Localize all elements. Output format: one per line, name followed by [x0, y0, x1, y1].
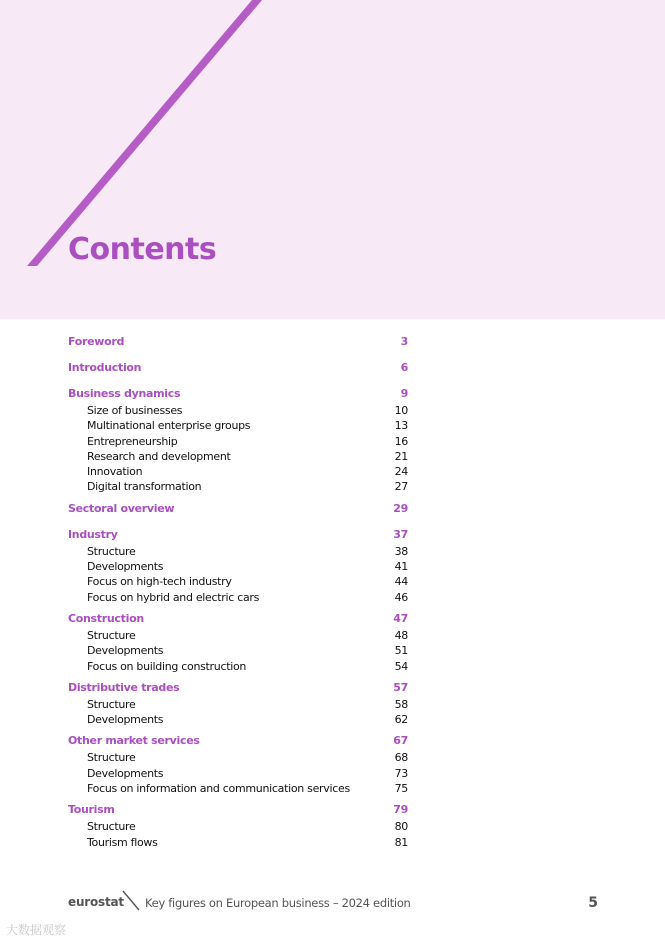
toc-subsection-page: 24 [394, 465, 408, 479]
toc-section-entry[interactable] [68, 526, 408, 544]
toc-section-page: 6 [400, 361, 408, 374]
toc-section [68, 359, 408, 377]
toc-subsection-entry[interactable] [68, 590, 408, 605]
toc-section-page: 9 [400, 387, 408, 400]
toc-section [68, 333, 408, 351]
toc-subsection-page: 10 [394, 404, 408, 417]
toc-subsection-title: Size of businesses [87, 404, 183, 417]
header-band [0, 0, 665, 319]
toc-subsection-entry[interactable] [68, 479, 408, 494]
toc-subsection-entry[interactable] [68, 449, 408, 464]
toc-subsection-page: 68 [394, 751, 408, 765]
toc-subsection-entry[interactable] [68, 697, 408, 712]
toc-section-page: 3 [400, 335, 408, 348]
toc-subsection-title: Structure [87, 820, 136, 834]
toc-subsection-page: 80 [394, 820, 408, 834]
toc-subsection-title: Structure [87, 751, 136, 765]
toc-section-title: Distributive trades [68, 680, 180, 694]
page-footer [68, 890, 598, 916]
toc-section [68, 610, 408, 674]
toc-subsection-entry[interactable] [68, 781, 408, 796]
toc-subsection-entry[interactable] [68, 750, 408, 765]
toc-subsection-title: Innovation [87, 465, 143, 479]
toc-section-page: 67 [393, 734, 408, 748]
toc-subsection-title: Research and development [87, 449, 231, 463]
toc-subsection-title: Focus on hybrid and electric cars [87, 590, 260, 604]
toc-subsection-page: 16 [394, 434, 408, 448]
page-title: Contents [68, 232, 217, 267]
toc-section [68, 526, 408, 605]
toc-section-entry[interactable] [68, 801, 408, 819]
toc-subsection-title: Developments [87, 644, 164, 658]
toc-section [68, 801, 408, 850]
toc-section-page: 37 [393, 527, 408, 541]
toc-section-entry[interactable] [68, 385, 408, 403]
toc-subsection-entry[interactable] [68, 418, 408, 433]
toc-subsection-page: 21 [394, 449, 408, 463]
toc-subsection-entry[interactable] [68, 835, 408, 850]
toc-subsection-entry[interactable] [68, 628, 408, 643]
toc-subsection-page: 58 [394, 697, 408, 711]
eurostat-logo: eurostat [68, 895, 124, 909]
toc-section-entry[interactable] [68, 679, 408, 697]
toc-subsection-title: Developments [87, 766, 164, 780]
toc-subsection-title: Digital transformation [87, 480, 202, 494]
toc-subsection-page: 38 [394, 544, 408, 558]
toc-subsection-page: 81 [394, 835, 408, 849]
toc-subsection-page: 46 [394, 590, 408, 604]
toc-subsection-entry[interactable] [68, 559, 408, 574]
toc-subsection-title: Developments [87, 560, 164, 574]
toc-section [68, 679, 408, 728]
toc-subsection-page: 27 [394, 480, 408, 494]
toc-subsection-page: 62 [394, 713, 408, 727]
toc-section-title: Sectoral overview [68, 501, 175, 515]
toc-subsection-entry[interactable] [68, 464, 408, 479]
toc-section-page: 57 [393, 680, 408, 694]
toc-subsection-title: Tourism flows [87, 835, 158, 849]
toc-section-entry[interactable] [68, 500, 408, 518]
watermark-text: 大数据观察 [6, 923, 67, 937]
toc-section [68, 732, 408, 796]
toc-section-title: Foreword [68, 335, 125, 348]
toc-subsection-page: 54 [394, 659, 408, 673]
toc-subsection-entry[interactable] [68, 712, 408, 727]
toc-section-entry[interactable] [68, 732, 408, 750]
toc-subsection-page: 44 [394, 575, 408, 589]
toc-subsection-title: Focus on high-tech industry [87, 575, 232, 589]
toc-section [68, 385, 408, 495]
toc-subsection-title: Structure [87, 697, 136, 711]
toc-subsection-page: 41 [394, 560, 408, 574]
table-of-contents [68, 333, 408, 855]
toc-subsection-page: 13 [394, 419, 408, 433]
toc-subsection-entry[interactable] [68, 403, 408, 418]
toc-section-page: 47 [393, 611, 408, 625]
toc-subsection-title: Developments [87, 713, 164, 727]
toc-subsection-title: Structure [87, 544, 136, 558]
toc-section-page: 29 [393, 501, 408, 515]
diagonal-stripe-decoration [0, 0, 665, 319]
toc-section-title: Industry [68, 527, 118, 541]
toc-subsection-page: 51 [394, 644, 408, 658]
toc-subsection-page: 73 [394, 766, 408, 780]
toc-subsection-page: 75 [394, 782, 408, 796]
toc-subsection-entry[interactable] [68, 659, 408, 674]
toc-subsection-entry[interactable] [68, 544, 408, 559]
publication-title: Key figures on European business – 2024 edition [145, 896, 411, 910]
toc-subsection-entry[interactable] [68, 574, 408, 589]
toc-subsection-title: Entrepreneurship [87, 434, 178, 448]
toc-subsection-entry[interactable] [68, 819, 408, 834]
toc-section-title: Construction [68, 611, 144, 625]
toc-subsection-title: Focus on information and communication services [87, 782, 350, 796]
toc-section-entry[interactable] [68, 359, 408, 377]
toc-subsection-entry[interactable] [68, 434, 408, 449]
toc-subsection-title: Multinational enterprise groups [87, 419, 251, 433]
toc-section-entry[interactable] [68, 333, 408, 351]
toc-section-page: 79 [393, 803, 408, 817]
toc-subsection-page: 48 [394, 628, 408, 642]
toc-section-title: Other market services [68, 734, 200, 748]
toc-section-title: Tourism [68, 803, 115, 817]
toc-section-entry[interactable] [68, 610, 408, 628]
toc-section-title: Introduction [68, 361, 142, 374]
toc-subsection-title: Focus on building construction [87, 659, 247, 673]
toc-subsection-title: Structure [87, 628, 136, 642]
toc-subsection-entry[interactable] [68, 643, 408, 658]
page-number: 5 [588, 895, 598, 911]
slash-icon [121, 890, 141, 912]
toc-section-title: Business dynamics [68, 387, 181, 400]
toc-subsection-entry[interactable] [68, 766, 408, 781]
toc-section [68, 500, 408, 518]
